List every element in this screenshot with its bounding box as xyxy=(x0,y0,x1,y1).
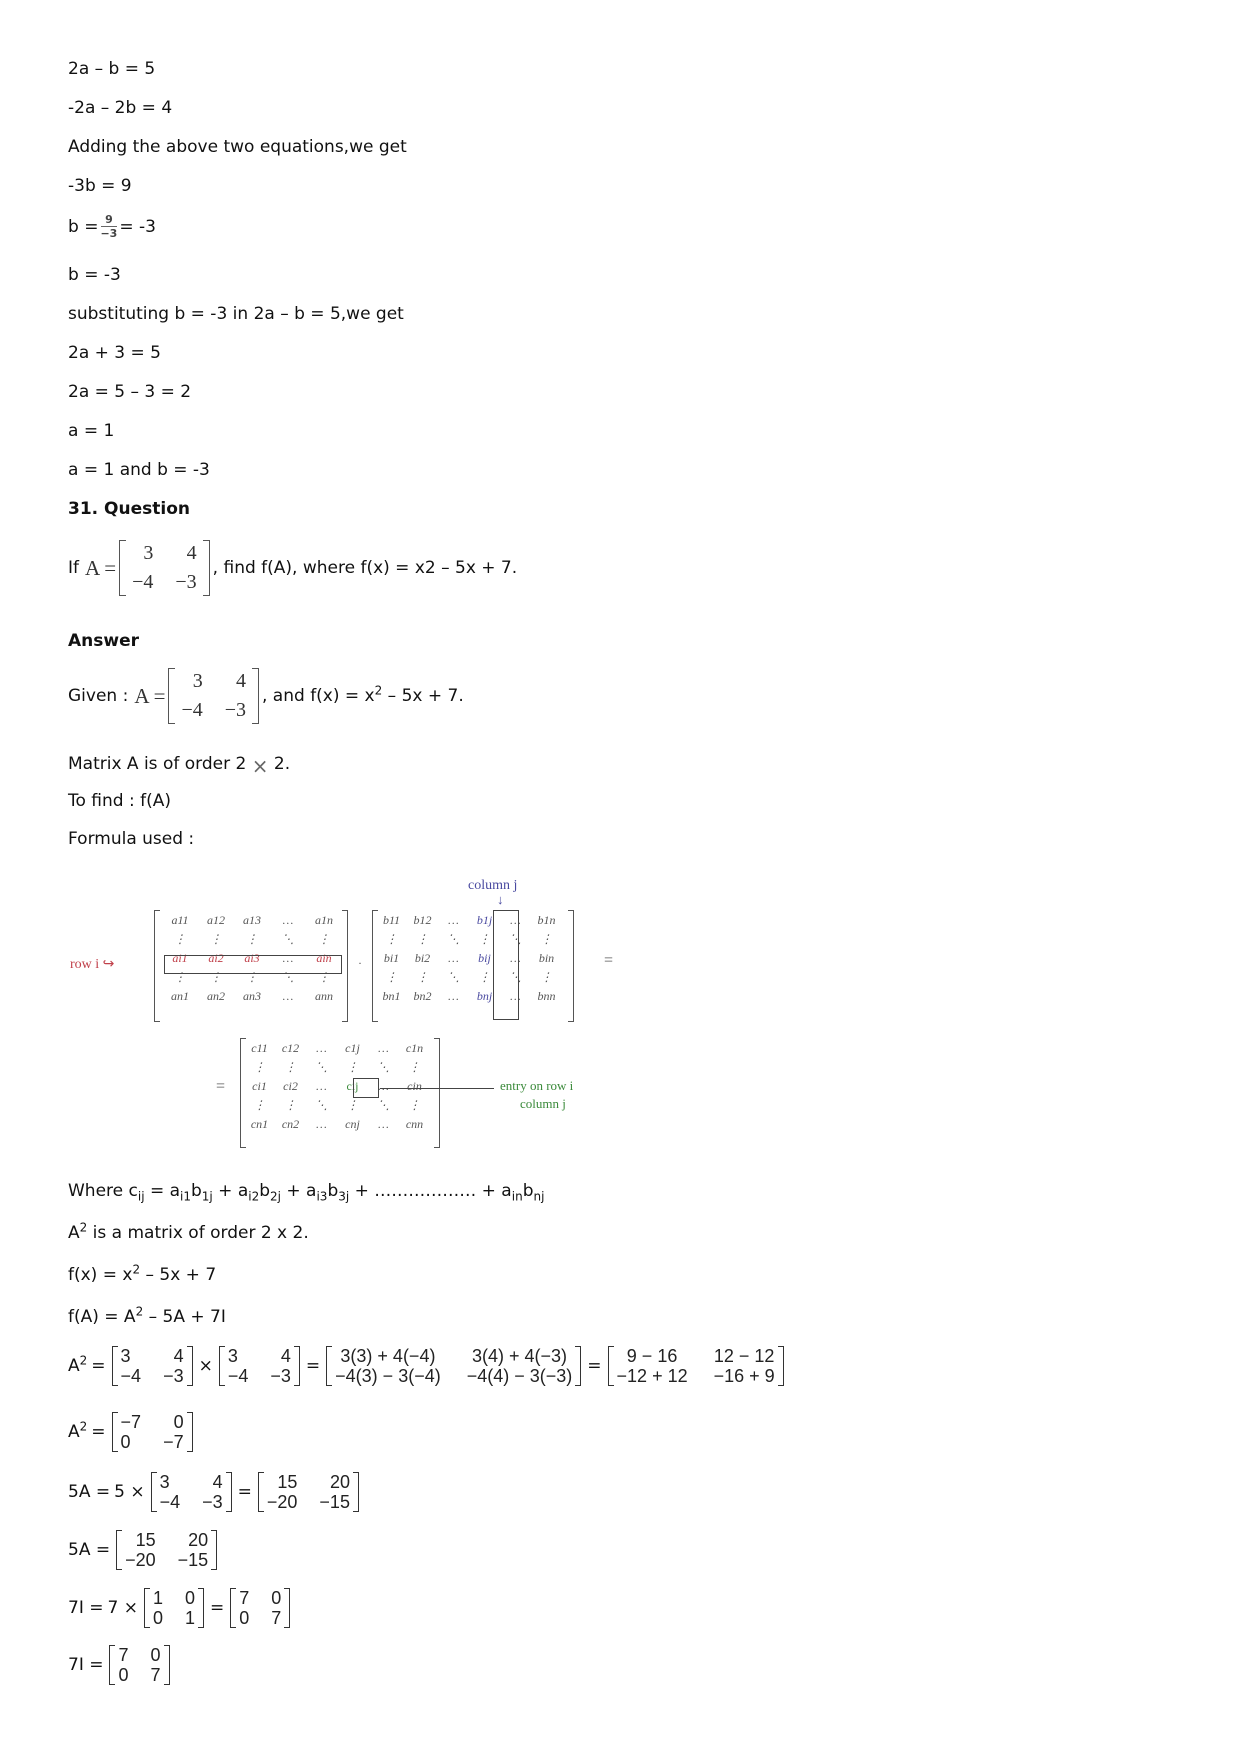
entry-label-line2: column j xyxy=(520,1096,566,1111)
column-j-label: column j xyxy=(468,878,518,893)
row-i-highlight-box xyxy=(164,955,342,974)
right-bracket xyxy=(203,540,210,596)
matrix-a xyxy=(168,668,259,724)
fraction-numerator: 9 xyxy=(101,214,117,227)
matrix-cell: 4 xyxy=(186,542,197,564)
dot-operator: · xyxy=(358,956,362,970)
matrix-c-grid: c11 c12 … c1j … c1n ⋮ ⋮ ⋱ ⋮ ⋱ ⋮ ci1 ci2 … cij … cin ⋮ ⋮ ⋱ ⋮ ⋱ ⋮ cn1 cn2 … cnj … cnn xyxy=(250,1041,424,1131)
fA-line: $f(A) = A^2 - 5A + 7I$ xyxy=(68,1304,226,1327)
equals-sign: = xyxy=(216,1078,226,1095)
matrix-grid xyxy=(126,540,203,596)
order-line: Matrix A is of order 2 × 2. xyxy=(68,754,291,778)
b-prefix: b = xyxy=(68,217,99,237)
entry-label-line1: entry on row i xyxy=(500,1078,574,1093)
7i-calculation: 7I = 7 × 1 0 0 1 = 7 0 0 7 xyxy=(68,1588,292,1628)
fraction xyxy=(100,214,117,240)
right-bracket xyxy=(342,910,348,1022)
question-suffix: , find f(A), where f(x) = x2 – 5x + 7. xyxy=(212,558,518,578)
equation-line: -3b = 9 xyxy=(68,176,132,196)
matrix-cell: −3 xyxy=(175,571,197,593)
equation-line: -2a – 2b = 4 xyxy=(68,98,173,118)
answer-heading: Answer xyxy=(68,631,139,651)
a2-result: $A^2$ = −7 0 0 −7 xyxy=(68,1412,195,1452)
question-prefix: If xyxy=(68,558,79,578)
entry-cij-highlight-box xyxy=(353,1078,379,1098)
matrix: −7 0 0 −7 xyxy=(112,1412,193,1452)
equation-line: 2a = 5 – 3 = 2 xyxy=(68,382,192,402)
b-fraction-line xyxy=(68,214,156,240)
right-bracket xyxy=(568,910,574,1022)
right-bracket xyxy=(434,1038,440,1148)
matrix-cell: −3 xyxy=(224,699,246,721)
question-text xyxy=(68,540,517,596)
matrix-b-grid: b11 b12 … b1j … b1n ⋮ ⋮ ⋱ ⋮ ⋱ ⋮ bi1 bi2 … bij … bin ⋮ ⋮ ⋱ ⋮ ⋱ ⋮ bn1 bn2 … bnj … bnn xyxy=(382,913,556,1003)
times-icon: × xyxy=(251,754,269,778)
to-find-line: To find : f(A) xyxy=(68,791,171,811)
text-line: substituting b = -3 in 2a – b = 5,we get xyxy=(68,304,404,324)
matrix: 3 4 −4 −3 xyxy=(219,1346,300,1386)
left-bracket xyxy=(119,540,126,596)
a2-order-line: $A^2$ is a matrix of order 2 x 2. xyxy=(68,1220,309,1243)
matrix: 7 0 0 7 xyxy=(230,1588,290,1628)
matrix: 15 20 −20 −15 xyxy=(116,1530,217,1570)
equals-sign: = xyxy=(604,952,614,969)
equation-line: 2a + 3 = 5 xyxy=(68,343,161,363)
cij-formula-line: Where $c_{ij} = a_{i1}b_{1j} + a_{i2}b_{2j} + a_{i3}b_{3j}$ + ……………… + $a_{in}b_{nj}$ xyxy=(68,1181,545,1204)
matrix-label: A = xyxy=(134,683,166,708)
pointer-line xyxy=(380,1088,494,1089)
right-bracket xyxy=(252,668,259,724)
formula-used-line: Formula used : xyxy=(68,829,195,849)
matrix-a-grid: a11 a12 a13 … a1n ⋮ ⋮ ⋮ ⋱ ⋮ ai1 ai2 ai3 … ain ⋮ ⋮ ⋮ ⋱ ⋮ an1 an2 an3 … ann xyxy=(171,913,333,1003)
matrix-cell: 3 xyxy=(192,670,203,692)
matrix: 7 0 0 7 xyxy=(109,1645,169,1685)
matrix: 3 4 −4 −3 xyxy=(112,1346,193,1386)
matrix: 15 20 −20 −15 xyxy=(258,1472,359,1512)
question-heading: 31. Question xyxy=(68,499,190,519)
fraction-denominator: −3 xyxy=(100,227,118,240)
matrix: 1 0 0 1 xyxy=(144,1588,204,1628)
matrix-cell: −4 xyxy=(132,571,154,593)
matrix: 9 − 16 12 − 12 −12 + 12 −16 + 9 xyxy=(608,1346,784,1386)
matrix-label: A = xyxy=(85,555,117,580)
given-line xyxy=(68,668,464,724)
matrix: 3(3) + 4(−4) 3(4) + 4(−3) −4(3) − 3(−4) −4(4) − 3(−3) xyxy=(326,1346,581,1386)
row-i-label: row i ↪ xyxy=(70,957,115,972)
a2-calculation: $A^2$ = 3 4 −4 −3 × 3 4 −4 −3 = 3(3) + 4(−4) 3(4) + 4(−3) −4(3) − 3(−4) −4(4) − 3(−3) = 9 − 16 12 − 12 −12 + 12 −16 + 9 xyxy=(68,1346,786,1386)
equation-line: a = 1 and b = -3 xyxy=(68,460,210,480)
matrix-a xyxy=(119,540,210,596)
matrix: 3 4 −4 −3 xyxy=(151,1472,232,1512)
equation-line: a = 1 xyxy=(68,421,115,441)
given-suffix: , and $f(x) = x^2 - 5x + 7$. xyxy=(262,683,464,706)
matrix-cell: 3 xyxy=(143,542,154,564)
5a-result: 5A = 15 20 −20 −15 xyxy=(68,1530,219,1570)
7i-result: 7I = 7 0 0 7 xyxy=(68,1645,172,1685)
equation-line: b = -3 xyxy=(68,265,121,285)
left-bracket xyxy=(168,668,175,724)
column-j-highlight-box xyxy=(493,910,519,1020)
left-bracket xyxy=(154,910,160,1022)
5a-calculation: 5A = 5 × 3 4 −4 −3 = 15 20 −20 −15 xyxy=(68,1472,361,1512)
equation-line: 2a – b = 5 xyxy=(68,59,156,79)
b-suffix: = -3 xyxy=(119,217,156,237)
given-prefix: Given : xyxy=(68,686,129,706)
matrix-cell: −4 xyxy=(181,699,203,721)
matrix-grid xyxy=(175,668,252,724)
matrix-cell: 4 xyxy=(236,670,246,692)
text-line: Adding the above two equations,we get xyxy=(68,137,407,157)
fx-line: $f(x) = x^2 - 5x + 7$ xyxy=(68,1262,217,1285)
arrow-down-icon: ↓ xyxy=(497,892,504,907)
matrix-multiplication-diagram xyxy=(68,878,628,1170)
